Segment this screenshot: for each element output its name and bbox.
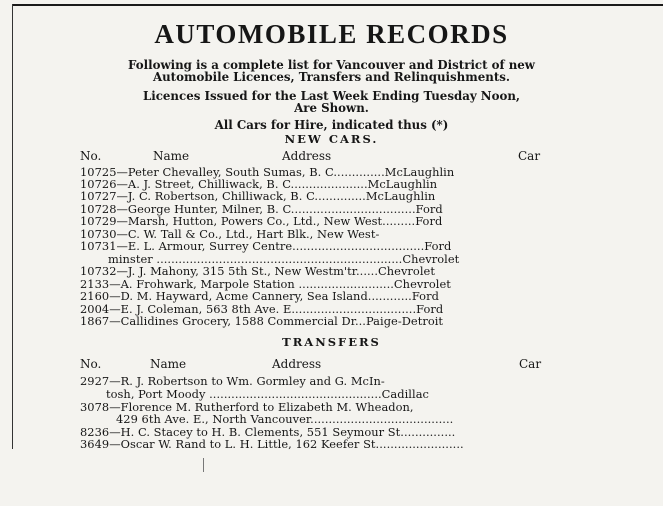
print-mark: [203, 458, 204, 472]
intro-line-3: Licences Issued for the Last Week Ending Tuesday Noon,: [142, 89, 521, 103]
transfers-heading: TRANSFERS: [282, 335, 381, 349]
list-item: 10725—Peter Chevalley, South Sumas, B. C..............McLaughlin: [80, 165, 455, 179]
intro-line-4: Are Shown.: [294, 101, 369, 115]
list-item: 3078—Florence M. Rutherford to Elizabeth M. Wheadon,: [80, 400, 414, 414]
top-rule: [12, 4, 663, 6]
col-no: No.: [80, 357, 102, 371]
list-item: 10727—J. C. Robertson, Chilliwack, B. C..............McLaughlin: [80, 189, 436, 203]
list-item: 10729—Marsh, Hutton, Powers Co., Ltd., New West.........Ford: [80, 214, 443, 228]
list-item: 1867—Callidines Grocery, 1588 Commercial Dr...Paige-Detroit: [80, 314, 444, 328]
list-item: 2160—D. M. Hayward, Acme Cannery, Sea Island............Ford: [80, 289, 439, 303]
intro-line-1: Following is a complete list for Vancouver and District of new: [128, 58, 535, 72]
intro-line-2: Automobile Licences, Transfers and Relinquishments.: [152, 70, 511, 84]
list-item-continuation: minster ...................................................................Chevrolet: [108, 252, 460, 266]
list-item: 2133—A. Frohwark, Marpole Station ..........................Chevrolet: [80, 277, 451, 291]
list-item: 2927—R. J. Robertson to Wm. Gormley and G. McIn-: [80, 374, 385, 388]
list-item: 2004—E. J. Coleman, 563 8th Ave. E..................................Ford: [80, 302, 444, 316]
list-item: 10728—George Hunter, Milner, B. C..................................Ford: [80, 202, 443, 216]
list-item: 10732—J. J. Mahony, 315 5th St., New Westm'tr......Chevrolet: [80, 264, 435, 278]
list-item: 3649—Oscar W. Rand to L. H. Little, 162 Keefer St........................: [80, 437, 464, 451]
col-car: Car: [518, 149, 541, 163]
col-car: Car: [519, 357, 542, 371]
list-item: 10731—E. L. Armour, Surrey Centre....................................Ford: [80, 239, 452, 253]
intro-line-5: All Cars for Hire, indicated thus (*): [214, 118, 449, 132]
col-no: No.: [80, 149, 102, 163]
col-address: Address: [282, 149, 332, 163]
list-item-continuation: 429 6th Ave. E., North Vancouver.......................................: [116, 412, 454, 426]
col-name: Name: [150, 357, 187, 371]
list-item-continuation: tosh, Port Moody ...............................................Cadillac: [106, 387, 429, 401]
col-address: Address: [272, 357, 322, 371]
col-name: Name: [153, 149, 190, 163]
list-item: 10730—C. W. Tall & Co., Ltd., Hart Blk., New West-: [80, 227, 380, 241]
page-title: AUTOMOBILE RECORDS: [154, 19, 509, 49]
new-cars-heading: NEW CARS.: [284, 132, 379, 146]
list-item: 8236—H. C. Stacey to H. B. Clements, 551 Seymour St...............: [80, 425, 456, 439]
list-item: 10726—A. J. Street, Chilliwack, B. C.....................McLaughlin: [80, 177, 438, 191]
